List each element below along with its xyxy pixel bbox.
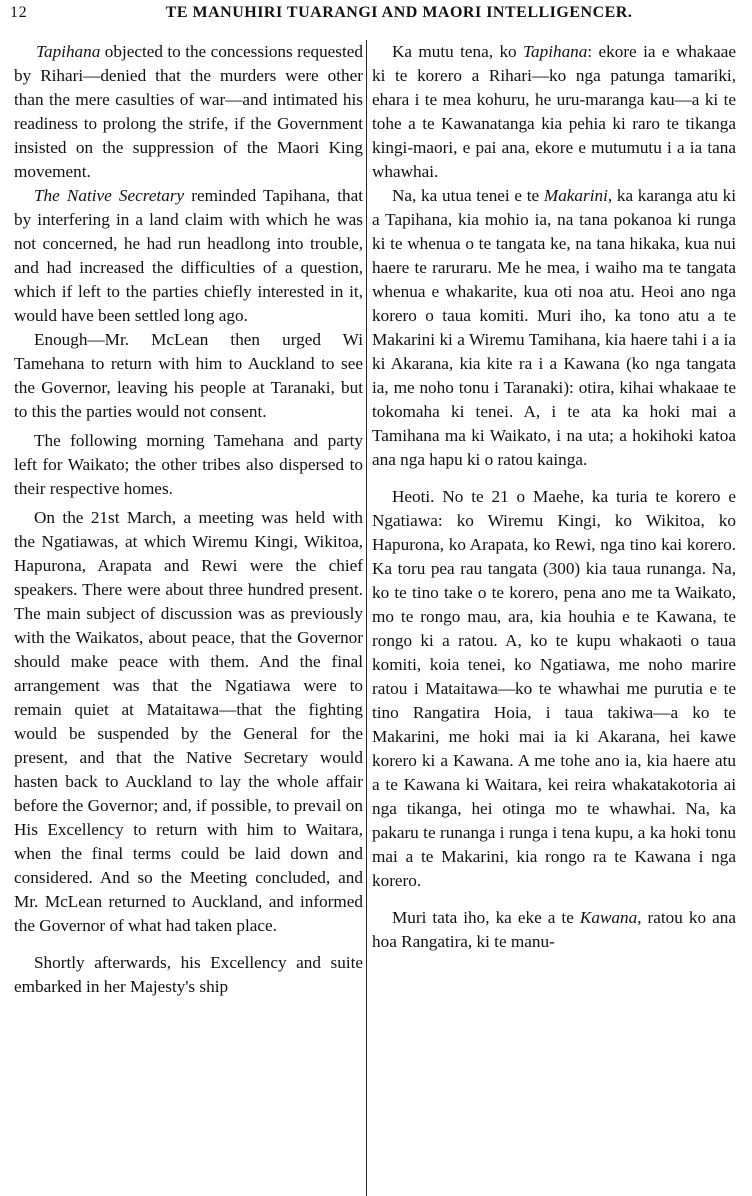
paragraph-text: objected to the concessions requested by Rihari—denied that the murders were other than the mere casulties of war—and intimated his readiness to prolong the strife, if the Government insisted on the suppression of the Maori King movement. <box>14 42 363 181</box>
speaker-name: Tapihana <box>523 42 588 61</box>
speaker-name: Makarini <box>543 186 608 205</box>
paragraph-lead: Ka mutu tena, ko <box>392 42 524 61</box>
paragraph-lead: Na, ka utua tenei e te <box>392 186 544 205</box>
english-paragraph-1 <box>14 40 363 184</box>
page-number: 12 <box>10 4 28 21</box>
running-title: TE MANUHIRI TUARANGI AND MAORI INTELLIGENCER. <box>165 4 633 21</box>
speaker-name: The Native Secretary <box>34 186 185 205</box>
speaker-name: Tapihana <box>36 42 101 61</box>
paragraph-text: , ka karanga atu ki a Tapihana, kia mohio ia, na tana pokanoa ki runga ki te whenua o te tangata ke, na tana hikaka, kua nui haere te raruraru. Me he mea, i waiho ma te tangata whenua e whakarite, kua oti noa atu. Heoi ano nga korero o taua komiti. Muri iho, ka tono atu a te Makarini ki a Wiremu Tamihana, kia haere tahi i a ia ki Akarana, kia kite ra i a Kawana (ko nga tangata ia, me noho tonu i Taranaki): otira, kihai whakaae te tokomaha ki tenei. A, i te ata ka hoki mai a Tamihana ma ki Waikato, i na uta; a hokihoki katoa ana nga hapu ki o ratou kainga. <box>372 186 736 469</box>
column-divider <box>366 40 367 1196</box>
maori-paragraph-2 <box>372 184 736 472</box>
english-column <box>14 40 363 1194</box>
paragraph-lead: Muri tata iho, ka eke a te <box>392 908 580 927</box>
paragraph-text: reminded Tapihana, that by interfering in a land claim with which he was not concerned, he had run headlong into trouble, and had increased the difficulties of a question, which if left to the parties chiefly interested in it, would have been settled long ago. <box>14 186 363 325</box>
maori-paragraph-3: Heoti. No te 21 o Maehe, ka turia te korero e Ngatiawa: ko Wiremu Kingi, ko Wikitoa, ko Hapurona, ko Arapata, ko Rewi, nga tino kai korero. Ka toru pea rau tangata (300) kia taua runanga. Na, ko te tino take o te korero, pena ano me ta Waikato, mo te rongo mau, ara, kia houhia e te Kawana, te rongo ki a ratou. A, ko te kupu whakaoti o taua komiti, koia tenei, ko Ngatiawa, me noho marire ratou i Mataitawa—ko te whawhai me purutia e te tino Rangatira Hoia, i taua takiwa—a ko te Makarini, me hoki mai ia ki Akarana, hei kawe korero ki a Kawana. A me tohe ano ia, kia haere atu a te Kawana ki Waitara, kei reira whakatakotoria ai nga tikanga, hei otinga mo te whawhai. Na, ka pakaru te runanga i runga i tena kupu, a ka hoki tonu mai a te Makarini, kia rongo ra te Kawana i nga korero. <box>372 487 736 890</box>
english-paragraph-4: The following morning Tamehana and party left for Waikato; the other tribes also dispersed to their respective homes. <box>14 431 363 498</box>
maori-paragraph-4 <box>372 906 736 954</box>
english-paragraph-5: On the 21st March, a meeting was held with the Ngatiawas, at which Wiremu Kingi, Wikitoa, Hapurona, Arapata and Rewi were the chief speakers. There were about three hundred present. The main subject of discussion was as previously with the Waikatos, about peace, that the Governor should make peace with them. And the final arrangement was that the Ngatiawa were to remain quiet at Mataitawa—that the fighting would be suspended by the General for the present, and that the Native Secretary would hasten back to Auckland to lay the whole affair before the Governor; and, if possible, to prevail on His Excellency to return with him to Waitara, when the final terms could be laid down and considered. And so the Meeting concluded, and Mr. McLean returned to Auckland, and informed the Governor of what had taken place. <box>14 508 363 935</box>
english-paragraph-2 <box>14 184 363 328</box>
english-paragraph-6: Shortly afterwards, his Excellency and suite embarked in her Majesty's ship <box>14 953 363 996</box>
paragraph-text: : ekore ia e whakaae ki te korero a Rihari—ko nga patunga tamariki, ehara i te mea kohuru, he uru-maranga kau—a ki te tohe a te Kawanatanga kia pehia ki raro te tikanga kingi-maori, e pai ana, ekore e mutumutu i a ia tana whawhai. <box>372 42 736 181</box>
speaker-name: Kawana <box>579 908 638 927</box>
paragraph-text: , ratou ko ana hoa Rangatira, ki te manu- <box>372 908 736 951</box>
english-paragraph-3: Enough—Mr. McLean then urged Wi Tamehana to return with him to Auckland to see the Governor, leaving his people at Taranaki, but to this the parties would not consent. <box>14 330 363 421</box>
maori-paragraph-1 <box>372 40 736 184</box>
page-header <box>10 4 746 32</box>
maori-column <box>372 40 736 1194</box>
